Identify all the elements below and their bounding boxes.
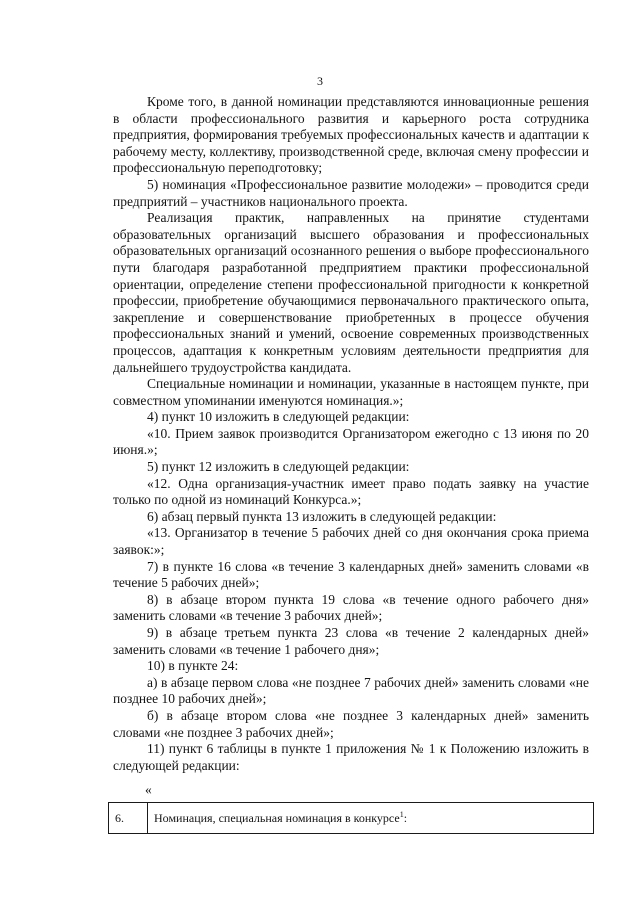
paragraph: Специальные номинации и номинации, указанные в настоящем пункте, при совместном упоминании именуются номинация.»; xyxy=(113,376,589,408)
table-cell-number: 6. xyxy=(109,803,148,834)
paragraph: 8) в абзаце втором пункта 19 слова «в течение одного рабочего дня» заменить словами «в течение 3 рабочих дней»; xyxy=(113,591,589,624)
paragraph: Кроме того, в данной номинации представляются инновационные решения в области профессионального развития и карьерного роста сотрудника предприятия, формирования требуемых профессиональных качеств и адаптации к рабочему месту, коллективу, производственной среде, включая смену профессии и профессиональную переподготовку; xyxy=(113,94,589,176)
paragraph: а) в абзаце первом слова «не позднее 7 рабочих дней» заменить словами «не позднее 10 рабочих дней»; xyxy=(113,674,589,707)
paragraph: «12. Одна организация-участник имеет право подать заявку на участие только по одной из номинаций Конкурса.»; xyxy=(113,475,589,508)
table-cell-tail: : xyxy=(403,811,408,825)
paragraph: 11) пункт 6 таблицы в пункте 1 приложения № 1 к Положению изложить в следующей редакции: xyxy=(113,741,589,773)
table-cell-label: Номинация, специальная номинация в конкурсе xyxy=(154,811,400,825)
paragraph: 9) в абзаце третьем пункта 23 слова «в течение 2 календарных дней» заменить словами «в течение 1 рабочего дня»; xyxy=(113,625,589,657)
table-cell-text xyxy=(148,803,594,834)
paragraph: 10) в пункте 24: xyxy=(147,658,239,674)
footnote-marker: 1 xyxy=(399,810,404,819)
paragraph: 5) пункт 12 изложить в следующей редакции: xyxy=(147,459,410,475)
amendment-table xyxy=(108,802,594,834)
paragraph: Реализация практик, направленных на принятие студентами образовательных организаций высшего образования и профессиональных образовательных организаций осознанного решения о выборе профессионального пути благодаря разработанной предприятием практики профессиональной ориентации, определение степени профессиональной пригодности к конкретной профессии, приобретение обучающимися первоначального практического опыта, закрепление и совершенствование приобретенных в процессе обучения профессиональных знаний и умений, освоение современных производственных процессов, адаптация к конкретным условиям деятельности предприятия для дальнейшего трудоустройства кандидата. xyxy=(113,210,589,375)
quote-open-mark: « xyxy=(145,782,152,797)
page-number: 3 xyxy=(317,74,323,88)
paragraph: 7) в пункте 16 слова «в течение 3 календарных дней» заменить словами «в течение 5 рабочих дней»; xyxy=(113,558,589,591)
paragraph: «13. Организатор в течение 5 рабочих дней со дня окончания срока приема заявок:»; xyxy=(113,525,589,558)
paragraph: 6) абзац первый пункта 13 изложить в следующей редакции: xyxy=(147,508,497,524)
paragraph: 5) номинация «Профессиональное развитие молодежи» – проводится среди предприятий – участников национального проекта. xyxy=(113,176,589,209)
document-body xyxy=(113,94,589,774)
paragraph: 4) пункт 10 изложить в следующей редакции: xyxy=(147,409,410,425)
table-row xyxy=(109,803,594,834)
paragraph: «10. Прием заявок производится Организатором ежегодно с 13 июня по 20 июня.»; xyxy=(113,425,589,458)
paragraph: б) в абзаце втором слова «не позднее 3 календарных дней» заменить словами «не позднее 3 рабочих дней»; xyxy=(113,707,589,740)
